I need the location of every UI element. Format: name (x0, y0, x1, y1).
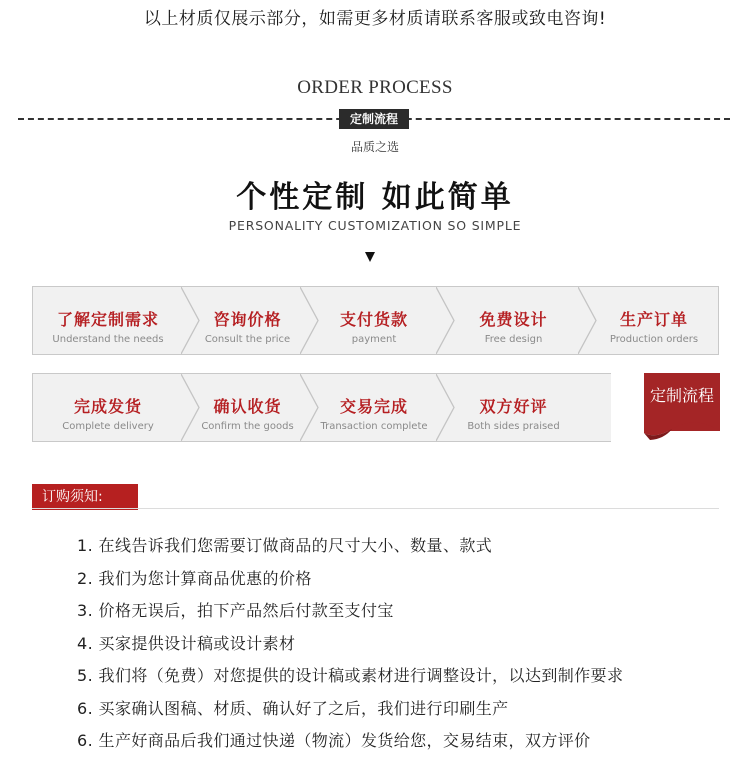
order-process-heading: ORDER PROCESS (297, 77, 453, 98)
process-step (33, 374, 183, 441)
top-notice: 以上材质仅展示部分，如需更多材质请联系客服或致电咨询! (143, 9, 607, 29)
step-title: 双方好评 (479, 397, 548, 416)
process-step (310, 374, 438, 441)
process-step (446, 287, 581, 354)
main-subtitle: PERSONALITY CUSTOMIZATION SO SIMPLE (228, 218, 522, 233)
list-item: 3. 价格无误后，拍下产品然后付款至支付宝 (77, 601, 394, 620)
quality-subtitle: 品质之选 (350, 140, 399, 154)
order-instructions-list (77, 533, 727, 761)
list-item: 6. 买家确认图稿、材质、确认好了之后，我们进行印刷生产 (77, 698, 509, 718)
step-subtitle: Consult the price (204, 334, 291, 345)
process-ribbon (611, 373, 721, 442)
step-title: 确认收货 (213, 397, 282, 416)
order-notice-tag: 订购须知: (32, 484, 138, 510)
step-subtitle: payment (351, 334, 397, 345)
step-title: 咨询价格 (213, 310, 282, 329)
list-item: 6. 生产好商品后我们通过快递（物流）发货给您，交易结束，双方评价 (77, 731, 591, 750)
step-subtitle: Both sides praised (467, 421, 560, 432)
process-step (191, 374, 304, 441)
list-item: 5. 我们将（免费）对您提供的设计稿或素材进行调整设计，以达到制作要求 (77, 666, 624, 685)
process-row-2 (32, 373, 719, 442)
process-step (589, 287, 719, 354)
notice-divider (32, 508, 719, 509)
step-subtitle: Understand the needs (52, 334, 164, 345)
step-title: 了解定制需求 (56, 310, 159, 329)
ribbon-label: 定制流程 (649, 386, 714, 405)
step-title: 免费设计 (479, 310, 548, 329)
step-title: 完成发货 (73, 397, 142, 416)
step-title: 支付货款 (339, 310, 408, 329)
ribbon-curl-icon (644, 413, 720, 441)
process-row-1 (32, 286, 719, 355)
list-item: 4. 买家提供设计稿或设计素材 (77, 633, 296, 653)
step-subtitle: Transaction complete (320, 421, 428, 432)
step-subtitle: Confirm the goods (201, 421, 294, 432)
main-title: 个性定制 如此简单 (236, 180, 514, 215)
step-title: 生产订单 (619, 310, 688, 329)
section-badge: 定制流程 (339, 109, 409, 129)
process-step (191, 287, 304, 354)
step-subtitle: Production orders (609, 334, 699, 345)
step-title: 交易完成 (339, 397, 408, 416)
process-step (33, 287, 183, 354)
list-item: 1. 在线告诉我们您需要订做商品的尺寸大小、数量、款式 (77, 536, 493, 555)
step-subtitle: Free design (484, 334, 543, 345)
process-step (310, 287, 438, 354)
list-item: 2. 我们为您计算商品优惠的价格 (77, 568, 312, 588)
step-subtitle: Complete delivery (62, 421, 154, 432)
down-arrow-icon (365, 252, 375, 262)
process-step (446, 374, 581, 441)
